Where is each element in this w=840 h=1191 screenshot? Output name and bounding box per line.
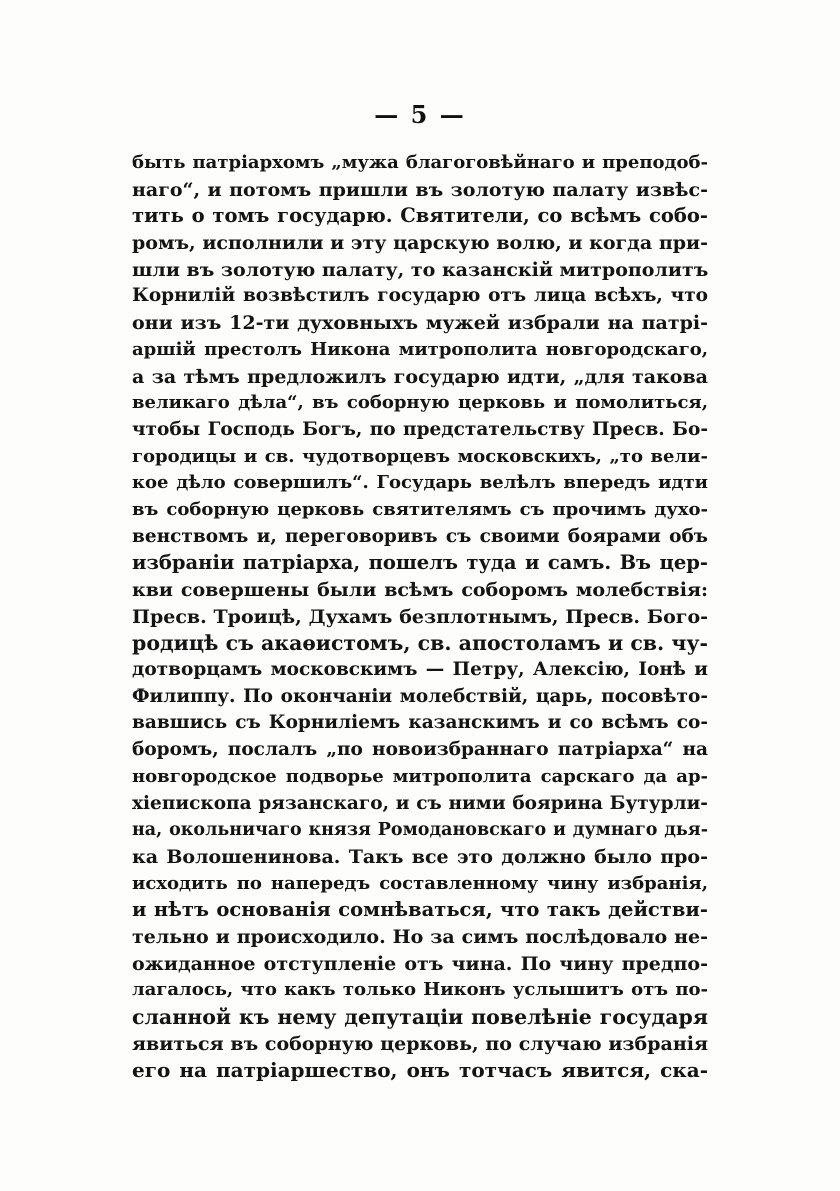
text-line: въ соборную церковь святителямъ съ прочимъ духо- (132, 498, 708, 520)
text-line: ромъ, исполнили и эту царскую волю, и когда при- (132, 232, 708, 255)
text-line: кое дѣло совершилъ“. Государь велѣлъ впередъ идти (132, 472, 708, 494)
text-line: ка Волошенинова. Такъ все это должно было про- (132, 845, 708, 868)
text-line: тельно и происходило. Но за симъ послѣдовало не- (132, 925, 708, 948)
text-line: исходить по напередъ составленному чину избранія, (132, 872, 708, 894)
text-line: чтобы Господь Богъ, по предстательству Пресв. Бо- (132, 418, 708, 440)
page-number: — 5 — (374, 100, 466, 129)
text-line: сланной къ нему депутаціи повелѣніе государя (132, 1005, 708, 1029)
text-line: аршій престолъ Никона митрополита новгородскаго, (132, 338, 708, 360)
text-line: избраніи патріарха, пошелъ туда и самъ. Въ цер- (132, 551, 708, 575)
body-text (132, 150, 708, 1084)
text-line: на, окольничаго князя Ромодановскаго и думнаго дья- (132, 820, 708, 841)
text-line: лагалось, что какъ только Никонъ услышитъ отъ по- (132, 979, 708, 1001)
text-line: венствомъ и, переговоривъ съ своими боярами объ (132, 525, 708, 547)
text-line: дотворцамъ московскимъ — Петру, Алексію, Іонѣ и (132, 659, 708, 681)
text-line: Корнилій возвѣстилъ государю отъ лица всѣхъ, что (132, 285, 708, 307)
text-line: боромъ, послалъ „по новоизбраннаго патріарха“ на (132, 739, 708, 761)
text-line: быть патріархомъ „мужа благоговѣйнаго и преподоб- (132, 152, 708, 173)
text-line: а за тѣмъ предложилъ государю идти, „для такова (132, 365, 708, 388)
text-line: Филиппу. По окончаніи молебствій, царь, посовѣто- (132, 685, 708, 707)
text-line: родицѣ съ акаѳистомъ, св. апостоламъ и св. чу- (132, 631, 708, 656)
text-line: шли въ золотую палату, то казанскій митрополитъ (132, 258, 708, 281)
text-line: и нѣтъ основанія сомнѣваться, что такъ действи- (132, 898, 708, 922)
text-line: новгородское подворье митрополита сарскаго да ар- (132, 765, 708, 787)
text-line: великаго дѣла“, въ соборную церковь и помолиться, (132, 392, 708, 414)
text-line: ожиданное отступленіе отъ чина. По чину предпо- (132, 952, 708, 975)
text-line: вавшись съ Корниліемъ казанскимъ и со всѣмъ со- (132, 712, 708, 734)
text-line: хіепископа рязанскаго, и съ ними боярина Бутурли- (132, 792, 708, 814)
text-line: кви совершены были всѣмъ соборомъ молебствія: (132, 579, 708, 601)
text-line: они изъ 12-ти духовныхъ мужей избрали на патрі- (132, 312, 708, 335)
text-line: явиться въ соборную церковь, по случаю избранія (132, 1032, 708, 1055)
text-line: тить о томъ государю. Святители, со всѣмъ собо- (132, 204, 708, 228)
text-line: Пресв. Троицѣ, Духамъ безплотнымъ, Пресв. Бого- (132, 605, 708, 628)
text-line: городицы и св. чудотворцевъ московскихъ, „то вели- (132, 445, 708, 467)
text-line: наго“, и потомъ пришли въ золотую палату извѣс- (132, 178, 708, 201)
text-line: его на патріаршество, онъ тотчасъ явится, ска- (132, 1058, 708, 1083)
